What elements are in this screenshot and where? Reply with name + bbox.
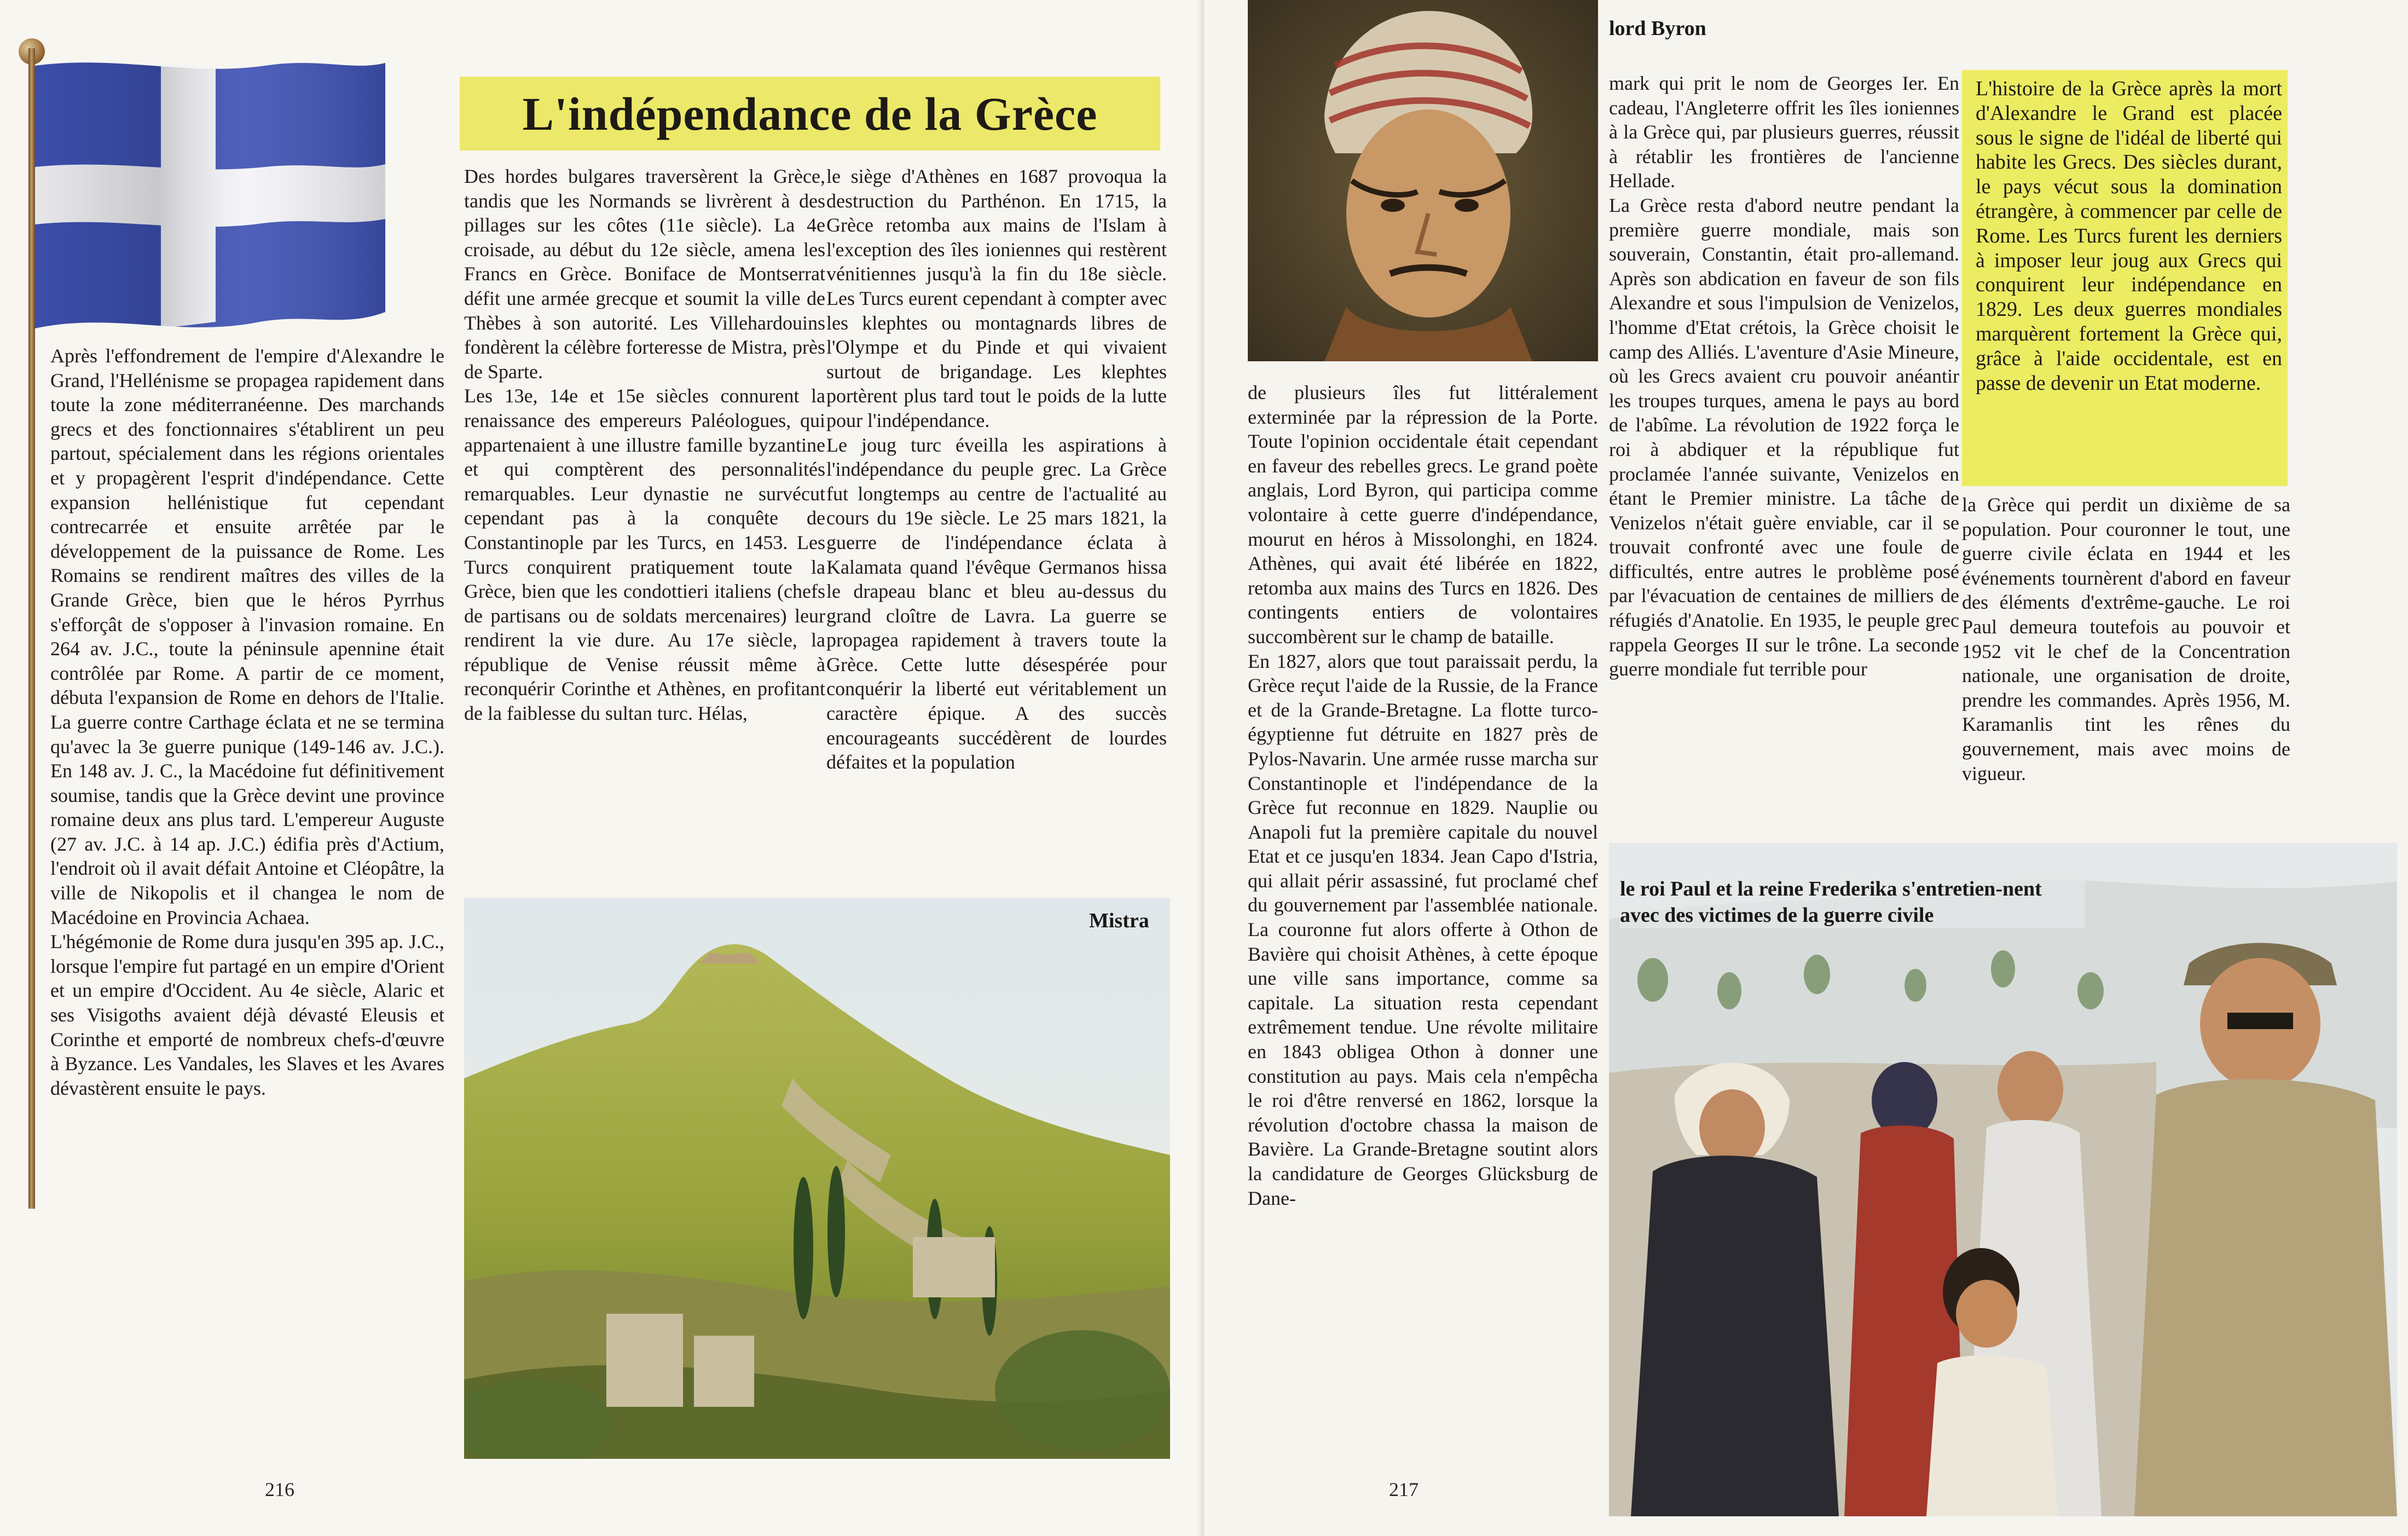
flagpole — [28, 48, 35, 1209]
text-column-1 — [50, 344, 444, 1444]
paragraph: le siège d'Athènes en 1687 provoqua la destruction du Parthénon. En 1715, la Grèce retomba aux mains de l'Islam à l'exception des îles ioniennes qui restèrent vénitiennes jusqu'à la fin du 18e siècle. Les Turcs eurent cependant à compter avec les klephtes ou montagnards libres de l'Olympe et du Pinde et qui vivaient surtout de brigandage. Les klephtes portèrent plus tard tout le poids de la lutte pour l'indépendance. — [826, 165, 1167, 431]
lord-byron-portrait — [1248, 0, 1598, 361]
text-column-4 — [1248, 380, 1598, 1453]
paragraph: Après l'effondrement de l'empire d'Alexandre le Grand, l'Hellénisme se propagea rapidement dans toute la zone méditerranéenne. Des marchands grecs et des fonctionnaires s'établirent un peu partout, spécialement dans les régions orientales et y propagèrent l'esprit d'indépendance. Cette expansion hellénistique fut cependant contrecarrée et ensuite arrêtée par le développement de la puissance de Rome. Les Romains se rendirent maîtres des villes de la Grande Grèce, bien que le héros Pyrrhus s'efforçât de s'opposer à l'invasion romaine. En 264 av. J.C., toute la péninsule apennine était contrôlée par Rome. A partir de ce moment, débuta l'expansion de Rome en dehors de l'Italie. La guerre contre Carthage éclata et ne se termina qu'avec la 3e guerre punique (149-146 av. J.C.). En 148 av. J. C., la Macédoine fut définitivement soumise, tandis que la Grèce devint une province romaine deux ans plus tard. L'empereur Auguste (27 av. J.C. à 14 ap. J.C.) édifia près d'Actium, l'endroit où il avait défait Antoine et Cléopâtre, la ville de Nikopolis et il changea le nom de Macédoine en Provincia Achaea. — [50, 345, 444, 928]
text-column-6 — [1962, 493, 2290, 843]
page-title: L'indépendance de la Grèce — [522, 87, 1098, 140]
page-number-right: 217 — [1389, 1479, 1419, 1500]
byron-caption: lord Byron — [1609, 17, 1706, 40]
right-page — [1204, 0, 2408, 1536]
paragraph: Des hordes bulgares traversèrent la Grèce, tandis que les Normands se livrèrent à des pillages sur les côtes (11e siècle). La 4e croisade, au début du 12e siècle, amena les Francs en Grèce. Boniface de Montserrat défit une armée grecque et soumit la ville de Thèbes à son autorité. Les Villehardouins fondèrent la célèbre forteresse de Mistra, près de Sparte. — [464, 165, 825, 383]
page-number-left: 216 — [265, 1479, 294, 1500]
paragraph: En 1827, alors que tout paraissait perdu, la Grèce reçut l'aide de la Russie, de la France et de la Grande-Bretagne. La flotte turco-égyptienne fut détruite en 1827 près de Pylos-Navarin. Une armée russe marcha sur Constantinople et l'indépendance de la Grèce fut reconnue en 1829. Nauplie ou Anapoli fut la première capitale du nouvel Etat et ce jusqu'en 1834. Jean Capo d'Istria, qui allait périr assassiné, fut proclamé chef du gouvernement par l'assemblée nationale. La couronne fut alors offerte à Othon de Bavière qui choisit Athènes, à cette époque une ville sans importance, comme sa capitale. La situation resta cependant extrêmement tendue. Une révolte militaire en 1843 obligea Othon à donner une constitution au pays. Mais cela n'empêcha le roi d'être renversé en 1862, lorsque la révolution d'octobre chassa la maison de Bavière. La Grande-Bretagne soutint alors la candidature de Georges Glücksburg de Dane- — [1248, 650, 1598, 1209]
intro-text: L'histoire de la Grèce après la mort d'Alexandre le Grand est placée sous le signe de l'idéal de liberté qui habite les Grecs. Des siècles durant, le pays vécut sous la domination étrangère, à commencer par celle de Rome. Les Turcs furent les derniers à imposer leur joug aux Grecs qui conquirent leur indépendance en 1829. Les deux guerres mondiales marquèrent fortement la Grèce qui, grâce à l'aide occidentale, est en passe de devenir un Etat moderne. — [1976, 77, 2282, 395]
paragraph: de plusieurs îles fut littéralement exterminée par la répression de la Porte. Toute l'opinion occidentale était cependant en faveur des rebelles grecs. Le grand poète anglais, Lord Byron, qui participa comme volontaire à cette guerre d'indépendance, mourut en héros à Missolonghi, en 1824. Athènes, qui avait été libérée en 1822, retomba aux mains des Turcs en 1826. Des contingents entiers de volontaires succombèrent sur le champ de bataille. — [1248, 382, 1598, 648]
paragraph: Le joug turc éveilla les aspirations à l'indépendance du peuple grec. La Grèce fut longtemps au centre de l'actualité au cours du 19e siècle. Le 25 mars 1821, la guerre de l'indépendance éclata à Kalamata quand l'évêque Germanos hissa le drapeau blanc et bleu au-dessus du grand cloître de Lavra. La guerre se propagea rapidement à travers toute la Grèce. Cette lutte désespérée pour conquérir la liberté eut véritablement un caractère épique. A des succès encourageants succédèrent de lourdes défaites et la population — [826, 434, 1167, 773]
greek-flag-illustration — [35, 55, 385, 339]
paragraph: mark qui prit le nom de Georges Ier. En cadeau, l'Angleterre offrit les îles ioniennes à la Grèce qui, par plusieurs guerres, réussit à rétablir les frontières de l'ancienne Hellade. — [1609, 72, 1959, 192]
mistra-illustration — [464, 898, 1170, 1459]
royal-visit-caption: le roi Paul et la reine Frederika s'entretien-nent avec des victimes de la guerre civile — [1620, 876, 2085, 928]
paragraph: L'hégémonie de Rome dura jusqu'en 395 ap. J.C., lorsque l'empire fut partagé en un empire d'Orient et un empire d'Occident. Au 4e siècle, Alaric et ses Visigoths avaient déjà dévasté Eleusis et Corinthe et emporté de nombreux chefs-d'œuvre à Byzance. Les Vandales, les Slaves et les Avares dévastèrent ensuite le pays. — [50, 931, 444, 1099]
title-banner — [460, 77, 1160, 151]
paragraph: Les 13e, 14e et 15e siècles connurent la renaissance des empereurs Paléologues, qui appartenaient à une illustre famille byzantine et qui comptèrent des personnalités remarquables. Leur dynastie ne survécut cependant pas à la conquête de Constantinople par les Turcs, en 1453. Les Turcs conquirent pratiquement toute la Grèce, bien que les condottieri italiens (chefs de partisans ou de soldats mercenaires) leur rendirent la vie dure. Au 17e siècle, la république de Venise réussit même à reconquérir Corinthe et Athènes, en profitant de la faiblesse du sultan turc. Hélas, — [464, 385, 825, 725]
text-column-3 — [826, 164, 1167, 898]
mistra-caption: Mistra — [1089, 909, 1149, 932]
text-column-2 — [464, 164, 825, 909]
paragraph: La Grèce resta d'abord neutre pendant la première guerre mondiale, mais son souverain, Constantin, était pro-allemand. Après son abdication en faveur de son fils Alexandre et sous l'impulsion de Venizelos, l'homme d'Etat crétois, la Grèce choisit le camp des Alliés. L'aventure d'Asie Mineure, où les Grecs avaient cru pouvoir anéantir les troupes turques, amena le pays au bord de l'abîme. La révolution de 1922 força le roi à abdiquer et la république fut proclamée l'année suivante, Venizelos en étant le Premier ministre. La tâche de Venizelos n'était guère enviable, car il se trouvait confronté avec une foule de difficultés, entre autres le problème posé par l'évacuation de centaines de milliers de réfugiés d'Anatolie. En 1935, le peuple grec rappela Georges II sur le trône. La seconde guerre mondiale fut terrible pour — [1609, 194, 1959, 680]
text-column-5 — [1609, 71, 1959, 843]
paragraph: la Grèce qui perdit un dixième de sa population. Pour couronner le tout, une guerre civile éclata en 1944 et les événements tournèrent d'abord en faveur des éléments d'extrême-gauche. Le roi Paul demeura toutefois au pouvoir et 1952 vit le chef de la Concentration nationale, une organisation de droite, prendre les commandes. Après 1956, M. Karamanlis tint les rênes du gouvernement, mais avec moins de vigueur. — [1962, 494, 2290, 784]
royal-visit-illustration — [1609, 843, 2397, 1516]
